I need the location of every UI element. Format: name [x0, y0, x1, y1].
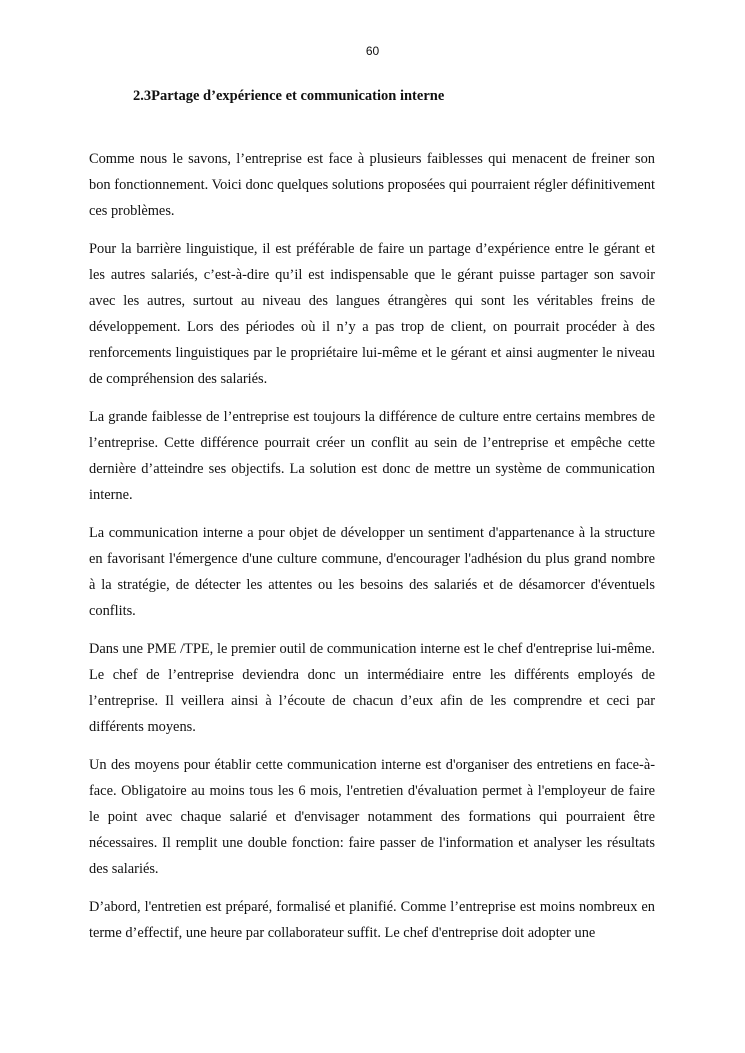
paragraph-language-barrier: Pour la barrière linguistique, il est préférable de faire un partage d’expérience entre le gérant et les autres salariés, c’est-à-dire qu’il est indispensable que le gérant puisse partager son savoir avec les autres, surtout au niveau des langues étrangères qui sont les véritables freins de développement. Lors des périodes où il n’y a pas trop de client, on pourrait procéder à des renforcements linguistiques par le propriétaire lui-même et le gérant et ainsi augmenter le niveau de compréhension des salariés. — [89, 241, 655, 387]
paragraph-intro: Comme nous le savons, l’entreprise est face à plusieurs faiblesses qui menacent de freiner son bon fonctionnement. Voici donc quelques solutions proposées qui pourraient régler définitivement ces problèmes. — [89, 151, 655, 219]
paragraph-pme-tpe: Dans une PME /TPE, le premier outil de communication interne est le chef d'entreprise lui-même. Le chef de l’entreprise deviendra donc un intermédiaire entre les différents employés de l’entreprise. Il veillera ainsi à l’écoute de chacun d’eux afin de les comprendre et ceci par différents moyens. — [89, 641, 655, 735]
paragraph-cultural-difference: La grande faiblesse de l’entreprise est toujours la différence de culture entre certains membres de l’entreprise. Cette différence pourrait créer un conflit au sein de l’entreprise et empêche cette dernière d’atteindre ses objectifs. La solution est donc de mettre un système de communication interne. — [89, 409, 655, 503]
section-heading: 2.3Partage d’expérience et communication interne — [133, 88, 445, 104]
page-number: 60 — [365, 44, 380, 58]
paragraph-interview-preparation: D’abord, l'entretien est préparé, formalisé et planifié. Comme l’entreprise est moins nombreux en terme d’effectif, une heure par collaborateur suffit. Le chef d'entreprise doit adopter une — [89, 899, 655, 941]
paragraph-internal-communication: La communication interne a pour objet de développer un sentiment d'appartenance à la structure en favorisant l'émergence d'une culture commune, d'encourager l'adhésion du plus grand nombre à la stratégie, de détecter les attentes ou les besoins des salariés et de désamorcer d'éventuels conflits. — [89, 525, 655, 619]
body-text — [89, 146, 655, 958]
paragraph-face-to-face: Un des moyens pour établir cette communication interne est d'organiser des entretiens en face-à-face. Obligatoire au moins tous les 6 mois, l'entretien d'évaluation permet à l'employeur de faire le point avec chaque salarié et d'envisager notamment des formations qui pourraient être nécessaires. Il remplit une double fonction: faire passer de l'information et analyser les résultats des salariés. — [89, 757, 655, 877]
